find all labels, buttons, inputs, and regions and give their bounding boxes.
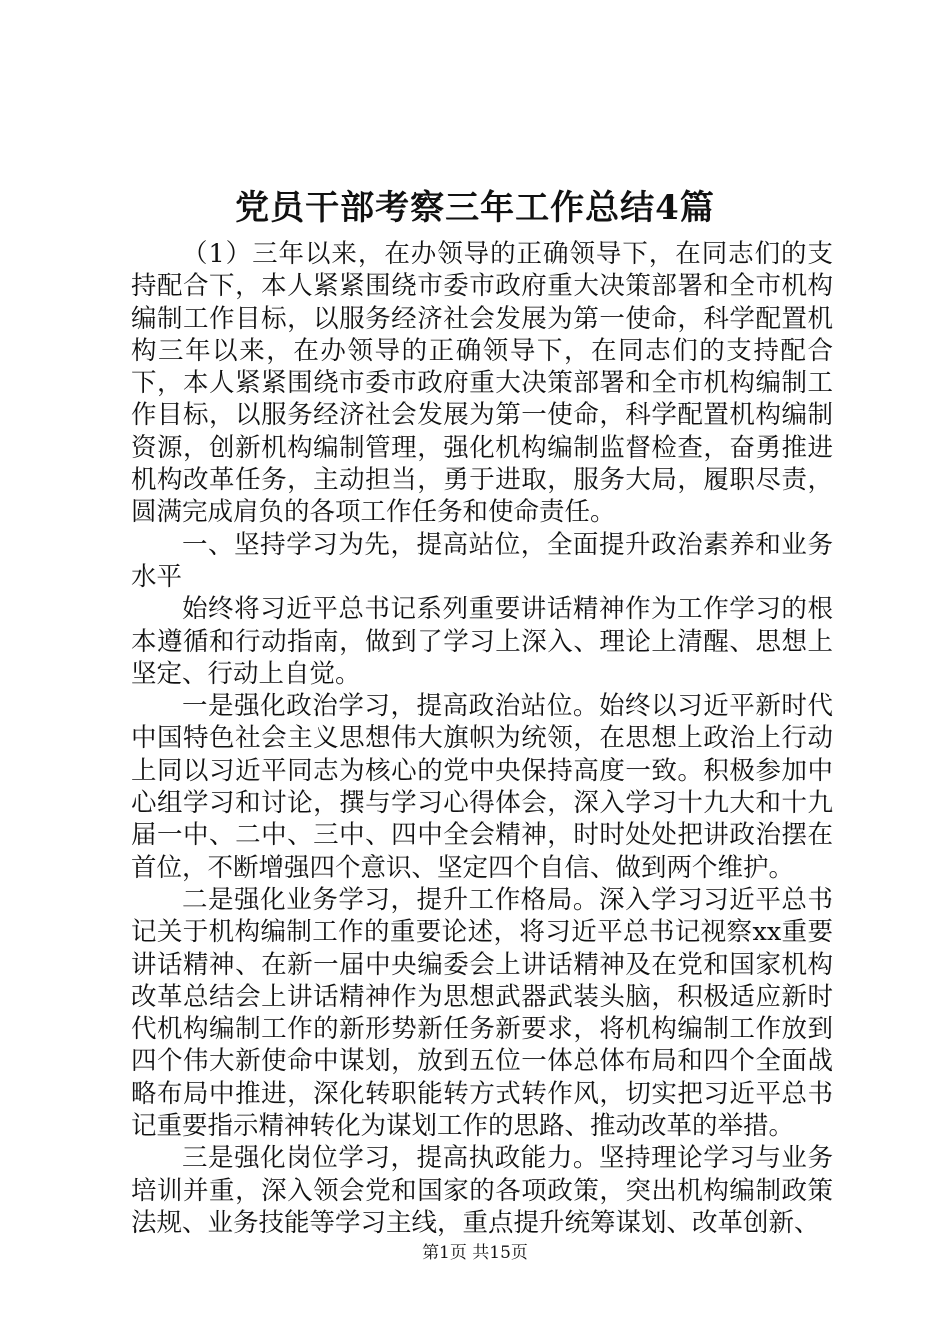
paragraph-post-study: 三是强化岗位学习，提高执政能力。坚持理论学习与业务培训并重，深入领会党和国家的各项政策，突出机构编制政策法规、业务技能等学习主线，重点提升统筹谋划、改革创新、 [131,1143,833,1238]
paragraph-study-principle: 始终将习近平总书记系列重要讲话精神作为工作学习的根本遵循和行动指南，做到了学习上深入、理论上清醒、思想上坚定、行动上自觉。 [131,594,833,689]
document-title: 党员干部考察三年工作总结4篇 [235,188,715,228]
paragraph-business-study: 二是强化业务学习，提升工作格局。深入学习习近平总书记关于机构编制工作的重要论述，将习近平总书记视察xx重要讲话精神、在新一届中央编委会上讲话精神及在党和国家机构改革总结会上讲话精神作为思想武器武装头脑，积极适应新时代机构编制工作的新形势新任务新要求，将机构编制工作放到四个伟大新使命中谋划，放到五位一体总体布局和四个全面战略布局中推进，深化转职能转方式转作风，切实把习近平总书记重要指示精神转化为谋划工作的思路、推动改革的举措。 [131,884,833,1142]
paragraph-political-study: 一是强化政治学习，提高政治站位。始终以习近平新时代中国特色社会主义思想伟大旗帜为统领，在思想上政治上行动上同以习近平同志为核心的党中央保持高度一致。积极参加中心组学习和讨论，撰与学习心得体会，深入学习十九大和十九届一中、二中、三中、四中全会精神，时时处处把讲政治摆在首位，不断增强四个意识、坚定四个自信、做到两个维护。 [131,691,833,883]
section-heading-1: 一、坚持学习为先，提高站位，全面提升政治素养和业务水平 [131,529,833,592]
page-number-footer: 第1页 共15页 [422,1243,528,1263]
document-body [131,238,833,1239]
paragraph-intro: （1）三年以来，在办领导的正确领导下，在同志们的支持配合下，本人紧紧围绕市委市政府重大决策部署和全市机构编制工作目标，以服务经济社会发展为第一使命，科学配置机构三年以来，在办领导的正确领导下，在同志们的支持配合下，本人紧紧围绕市委市政府重大决策部署和全市机构编制工作目标，以服务经济社会发展为第一使命，科学配置机构编制资源，创新机构编制管理，强化机构编制监督检查，奋勇推进机构改革任务，主动担当，勇于进取，服务大局，履职尽责，圆满完成肩负的各项工作任务和使命责任。 [131,239,833,528]
